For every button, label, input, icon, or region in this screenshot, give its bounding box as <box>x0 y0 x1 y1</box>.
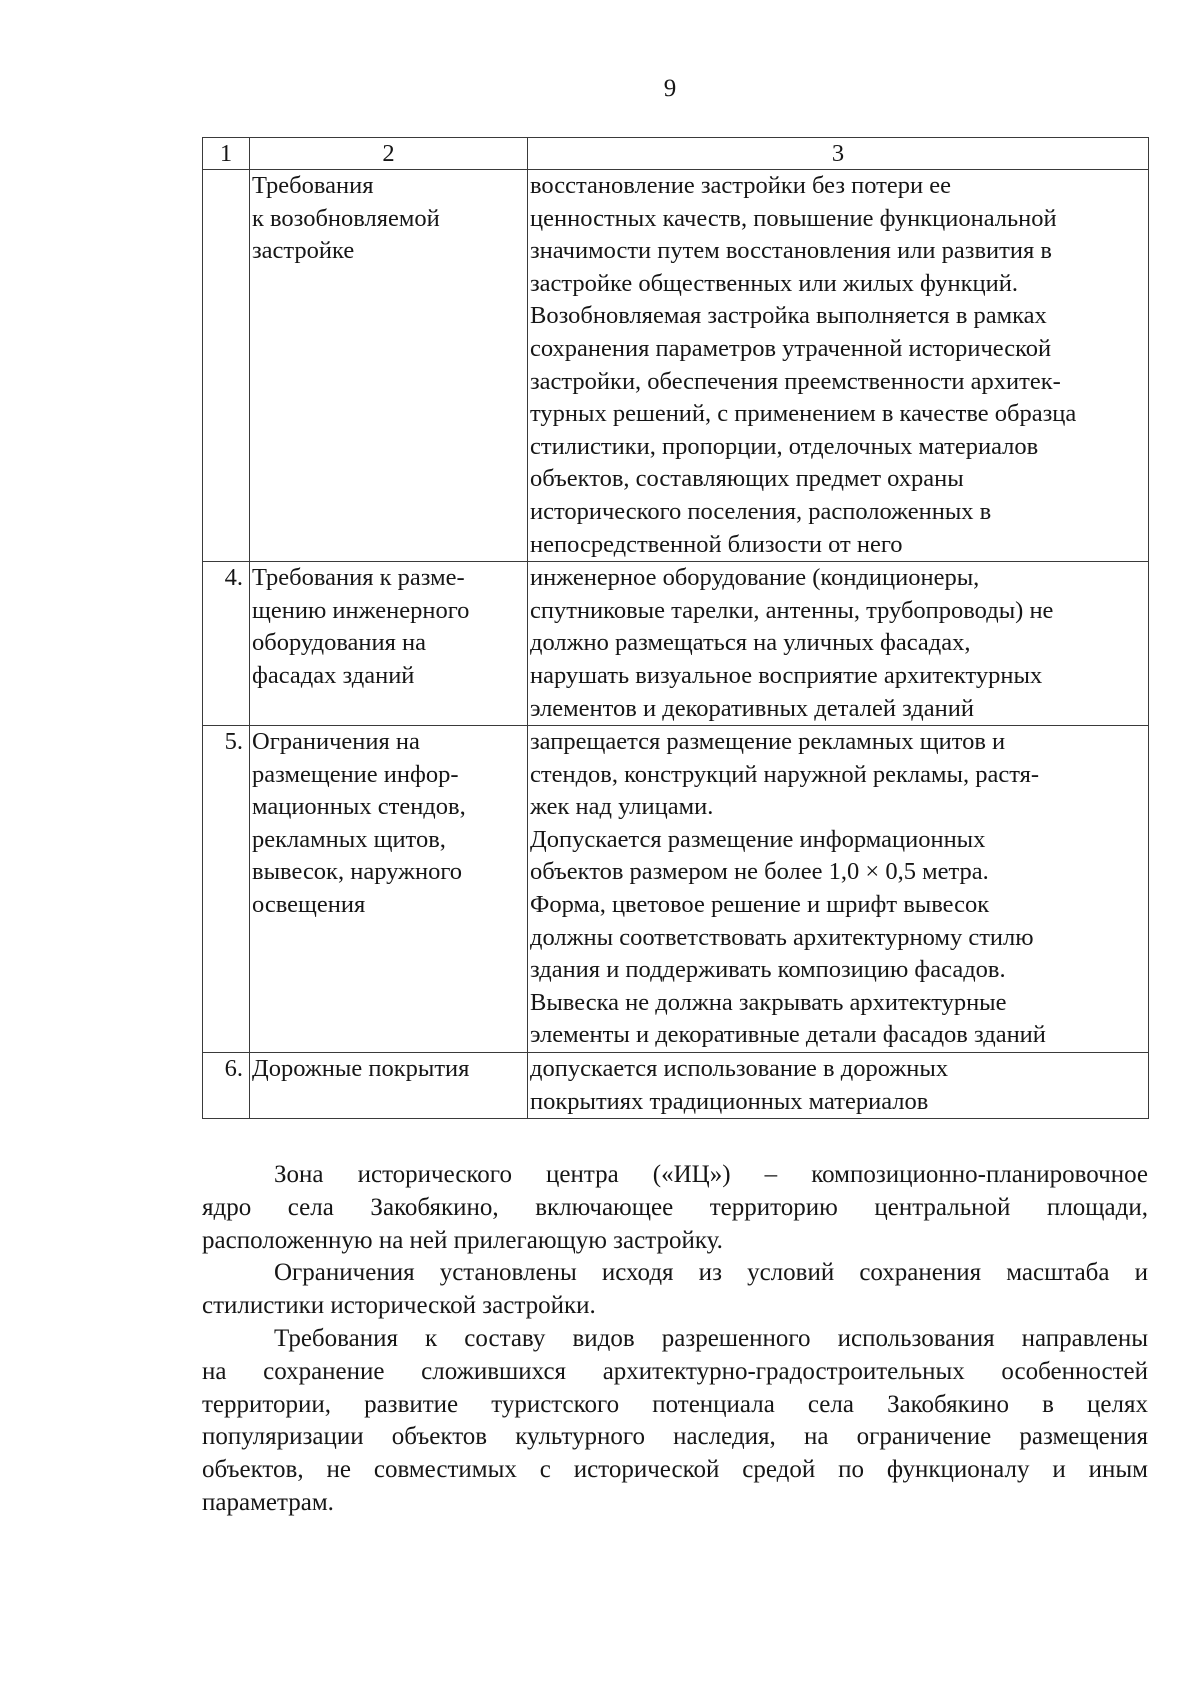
row-description-line: допускается использование в дорожных <box>530 1055 949 1083</box>
row-title-line: щению инженерного <box>252 596 470 624</box>
row-description <box>528 726 1149 1053</box>
row-title-line: Ограничения на <box>252 728 420 756</box>
row-description-line: должны соответствовать архитектурному стилю <box>530 923 1034 951</box>
paragraph-line: расположенную на ней прилегающую застройку. <box>202 1226 723 1254</box>
row-description-line: элементы и декоративные детали фасадов зданий <box>530 1021 1046 1049</box>
paragraph-line: параметрам. <box>202 1488 334 1516</box>
page-number: 9 <box>663 75 677 102</box>
row-description-line: объектов, составляющих предмет охраны <box>530 465 964 493</box>
row-title-line: Требования <box>252 172 374 199</box>
row-description-line: непосредственной близости от него <box>530 530 903 558</box>
row-description-line: турных решений, с применением в качестве образца <box>530 400 1077 428</box>
row-description-line: застройки, обеспечения преемственности архитек- <box>530 367 1061 395</box>
row-title-line: Дорожные покрытия <box>252 1055 470 1083</box>
row-title <box>250 726 528 1053</box>
row-title <box>250 170 528 562</box>
header-cell-1: 1 <box>203 138 250 170</box>
row-title <box>250 562 528 726</box>
row-description-line: запрещается размещение рекламных щитов и <box>530 728 1006 756</box>
row-number: 6. <box>203 1053 250 1119</box>
row-number: 4. <box>203 562 250 726</box>
row-description-line: стендов, конструкций наружной рекламы, растя- <box>530 760 1040 788</box>
row-description-line: значимости путем восстановления или развития в <box>530 237 1052 265</box>
row-title-line: вывесок, наружного <box>252 858 463 886</box>
row-description-line: Форма, цветовое решение и шрифт вывесок <box>530 891 990 919</box>
row-title-line: освещения <box>252 891 366 919</box>
row-description <box>528 1053 1149 1119</box>
paragraph-line: Требования к составу видов разрешенного использования направлены <box>274 1324 1148 1352</box>
row-description-line: объектов размером не более 1,0 × 0,5 метра. <box>530 858 989 886</box>
row-description-line: жек над улицами. <box>530 793 714 821</box>
paragraph-line: Ограничения установлены исходя из условий сохранения масштаба и <box>274 1259 1148 1287</box>
table-row <box>203 562 1149 726</box>
paragraph-line: на сохранение сложившихся архитектурно-градостроительных особенностей <box>202 1357 1148 1385</box>
row-description-line: нарушать визуальное восприятие архитектурных <box>530 661 1043 689</box>
table-row <box>203 1053 1149 1119</box>
body-text <box>202 1159 1148 1520</box>
row-title-line: рекламных щитов, <box>252 825 446 853</box>
row-description-line: Допускается размещение информационных <box>530 825 986 853</box>
row-title-line: застройке <box>252 237 355 265</box>
row-description-line: ценностных качеств, повышение функциональной <box>530 204 1057 232</box>
paragraph-line: объектов, не совместимых с исторической средой по функционалу и иным <box>202 1456 1148 1484</box>
row-description-line: спутниковые тарелки, антенны, трубопроводы) не <box>530 596 1054 624</box>
row-title-line: размещение инфор- <box>252 760 459 788</box>
row-title-line: Требования к разме- <box>252 564 465 592</box>
row-number: 5. <box>203 726 250 1053</box>
row-title <box>250 1053 528 1119</box>
row-description-line: покрытиях традиционных материалов <box>530 1087 929 1115</box>
table-row <box>203 726 1149 1053</box>
header-cell-2: 2 <box>250 138 528 170</box>
paragraph <box>202 1159 1148 1257</box>
row-description-line: элементов и декоративных деталей зданий <box>530 694 974 722</box>
paragraph <box>202 1257 1148 1323</box>
paragraph-line: ядро села Закобякино, включающее территорию центральной площади, <box>202 1193 1148 1221</box>
row-description-line: стилистики, пропорции, отделочных материалов <box>530 432 1039 460</box>
paragraph-line: стилистики исторической застройки. <box>202 1292 596 1320</box>
row-description-line: застройке общественных или жилых функций. <box>530 269 1019 297</box>
header-cell-3: 3 <box>528 138 1149 170</box>
row-number <box>203 170 250 562</box>
row-description-line: Возобновляемая застройка выполняется в рамках <box>530 302 1047 330</box>
paragraph-line: популяризации объектов культурного наследия, на ограничение размещения <box>202 1423 1148 1451</box>
row-description-line: исторического поселения, расположенных в <box>530 497 992 525</box>
row-description-line: сохранения параметров утраченной исторической <box>530 334 1052 362</box>
row-description-line: Вывеска не должна закрывать архитектурные <box>530 988 1007 1016</box>
table-header-row <box>203 138 1149 170</box>
paragraph-line: Зона исторического центра («ИЦ») – композиционно-планировочное <box>274 1161 1148 1188</box>
row-description-line: здания и поддерживать композицию фасадов. <box>530 956 1006 984</box>
table-row <box>203 170 1149 562</box>
row-title-line: к возобновляемой <box>252 204 440 232</box>
row-title-line: фасадах зданий <box>252 661 415 689</box>
row-description-line: должно размещаться на уличных фасадах, <box>530 629 971 657</box>
requirements-table <box>202 137 1149 1119</box>
paragraph <box>202 1323 1148 1520</box>
paragraph-line: территории, развитие туристского потенциала села Закобякино в целях <box>202 1390 1148 1418</box>
row-description <box>528 170 1149 562</box>
row-description-line: восстановление застройки без потери ее <box>530 172 951 199</box>
row-title-line: мационных стендов, <box>252 793 466 821</box>
row-title-line: оборудования на <box>252 629 427 657</box>
row-description <box>528 562 1149 726</box>
row-description-line: инженерное оборудование (кондиционеры, <box>530 564 980 592</box>
